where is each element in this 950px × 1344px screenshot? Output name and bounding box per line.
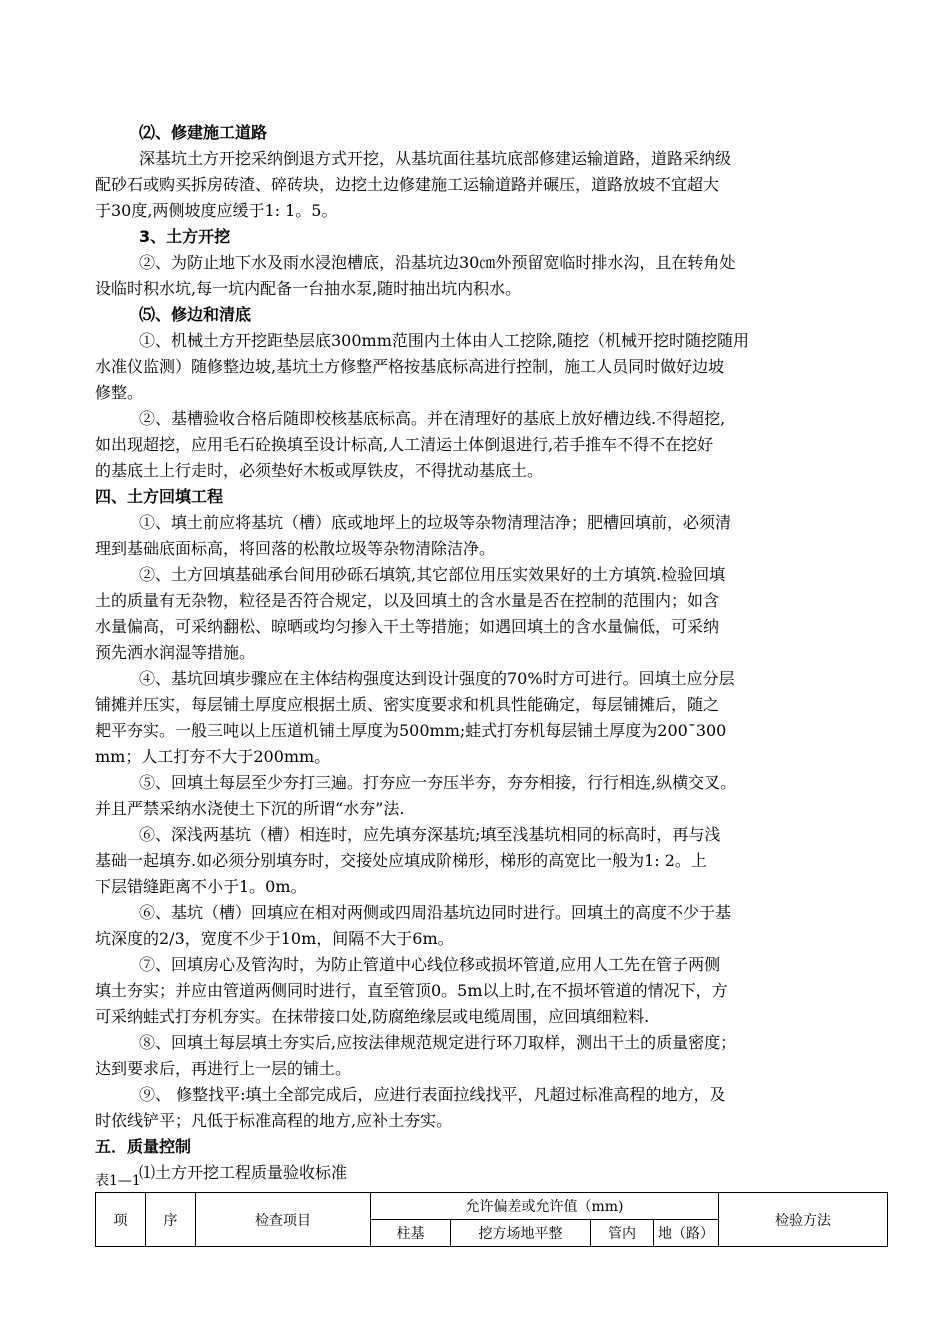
text-line: 五．质量控制 [95,1137,192,1156]
header-guannei: 管内 [591,1220,654,1247]
text-line: 耙平夯实。一般三吨以上压道机铺土厚度为500mm;蛙式打夯机每层铺土厚度为200¯300 [95,721,727,740]
paragraph [95,666,855,770]
text-line: ②、基槽验收合格后随即校核基底标高。并在清理好的基底上放好槽边线.不得超挖, [139,409,726,428]
text-line: 深基坑土方开挖采纳倒退方式开挖，从基坑面往基坑底部修建运输道路，道路采纳级 [139,149,732,168]
quality-standard-table [95,1192,888,1247]
text-line: 理到基础底面标高，将回落的松散垃圾等杂物清除洁净。 [95,539,496,558]
text-line: 预先洒水润湿等措施。 [95,643,256,662]
header-allowance: 允许偏差或允许值（mm) [371,1193,719,1220]
text-line: 四、土方回填工程 [95,487,224,506]
text-line: ⑵、修建施工道路 [139,123,268,142]
header-wafang: 挖方场地平整 [451,1220,591,1247]
text-line: 可采纳蛙式打夯机夯实。在抹带接口处,防腐绝缘层或电缆周围，应回填细粒料. [95,1007,650,1026]
text-line: 水准仪监测）随修整边坡,基坑土方修整严格按基底标高进行控制，施工人员同时做好边坡 [95,357,725,376]
subsection-heading [95,224,899,250]
text-line: ⑦、回填房心及管沟时，为防止管道中心线位移或损坏管道,应用人工先在管子两侧 [139,955,721,974]
text-line: ⑥、深浅两基坑（槽）相连时，应先填夯深基坑;填至浅基坑相同的标高时，再与浅 [139,825,721,844]
text-line: 设临时积水坑,每一坑内配备一台抽水泵,随时抽出坑内积水。 [95,279,522,298]
text-line: 水量偏高，可采纳翻松、晾晒或均匀掺入干土等措施；如遇回填土的含水量偏低，可采纳 [95,617,720,636]
header-xiang: 项 [96,1193,146,1247]
section-heading [95,484,855,510]
subsection-heading [95,302,899,328]
text-line: 土的质量有无杂物，粒径是否符合规定，以及回填土的含水量是否在控制的范围内；如含 [95,591,720,610]
text-line: 于30度,两侧坡度应缓于1: 1。5。 [95,201,338,220]
text-line: 下层错缝距离不小于1。0m。 [95,877,307,896]
table-caption: 表1—1 [95,1173,141,1189]
text-line: ⑨、 修整找平:填土全部完成后，应进行表面拉线找平，凡超过标准高程的地方，及 [139,1085,726,1104]
text-line: 的基底土上行走时，必须垫好木板或厚铁皮，不得扰动基底土。 [95,461,544,480]
text-line: 基础一起填夯.如必须分别填夯时，交接处应填成阶梯形，梯形的高宽比一般为1: 2。上 [95,851,707,870]
paragraph [95,900,855,952]
paragraph [95,562,855,666]
text-line: 如出现超挖，应用毛石砼换填至设计标高,人工清运土体倒退进行,若手推车不得不在挖好 [95,435,714,454]
header-dilu: 地（路） [654,1220,719,1247]
paragraph [95,1030,855,1082]
header-check-item: 检查项目 [196,1193,371,1247]
text-line: 坑深度的2/3，宽度不少于10m，间隔不大于6m。 [95,929,454,948]
paragraph [95,250,855,302]
header-xu: 序 [146,1193,196,1247]
text-line: 达到要求后，再进行上一层的铺土。 [95,1059,352,1078]
caption-line [95,1160,899,1186]
header-zhuji: 柱基 [371,1220,451,1247]
text-line: mm；人工打夯不大于200mm。 [95,747,331,766]
paragraph [95,952,855,1030]
text-line: ⑴土方开挖工程质量验收标准 [139,1163,348,1182]
paragraph [95,146,855,224]
paragraph [95,770,855,822]
header-method: 检验方法 [719,1193,888,1247]
text-line: ②、为防止地下水及雨水浸泡槽底，沿基坑边30㎝外预留宽临时排水沟，且在转角处 [139,253,736,272]
text-line: 铺摊并压实，每层铺土厚度应根据土质、密实度要求和机具性能确定，每层铺摊后，随之 [95,695,720,714]
section-heading [95,1134,855,1160]
text-line: ②、土方回填基础承台间用砂砾石填筑,其它部位用压实效果好的土方填筑.检验回填 [139,565,726,584]
text-line: ④、基坑回填步骤应在主体结构强度达到设计强度的70%时方可进行。回填土应分层 [139,669,735,688]
text-line: ①、机械土方开挖距垫层底300mm范围内土体由人工挖除,随挖（机械开挖时随挖随用 [139,331,749,350]
text-line: ①、填土前应将基坑（槽）底或地坪上的垃圾等杂物清理洁净；肥槽回填前，必须清 [139,513,732,532]
text-line: 修整。 [95,383,144,402]
text-line: ⑤、回填土每层至少夯打三遍。打夯应一夯压半夯，夯夯相接，行行相连,纵横交叉。 [139,773,737,792]
subsection-heading [95,120,899,146]
paragraph [95,822,855,900]
paragraph [95,1082,855,1134]
text-line: 3、土方开挖 [139,227,231,246]
paragraph [95,328,855,406]
paragraph [95,406,855,484]
text-line: 并且严禁采纳水浇使土下沉的所谓“水夯”法. [95,799,405,818]
text-line: 时依线铲平；凡低于标准高程的地方,应补土夯实。 [95,1111,453,1130]
text-line: ⑥、基坑（槽）回填应在相对两侧或四周沿基坑边同时进行。回填土的高度不少于基 [139,903,732,922]
paragraph [95,510,855,562]
text-line: ⑸、修边和清底 [139,305,252,324]
text-line: 填土夯实；并应由管道两侧同时进行，直至管顶0。5m以上时,在不损坏管道的情况下，方 [95,981,728,1000]
text-line: ⑧、回填土每层填土夯实后,应按法律规范规定进行环刀取样，测出干土的质量密度； [139,1033,737,1052]
text-line: 配砂石或购买拆房砖渣、碎砖块，边挖土边修建施工运输道路并碾压，道路放坡不宜超大 [95,175,720,194]
